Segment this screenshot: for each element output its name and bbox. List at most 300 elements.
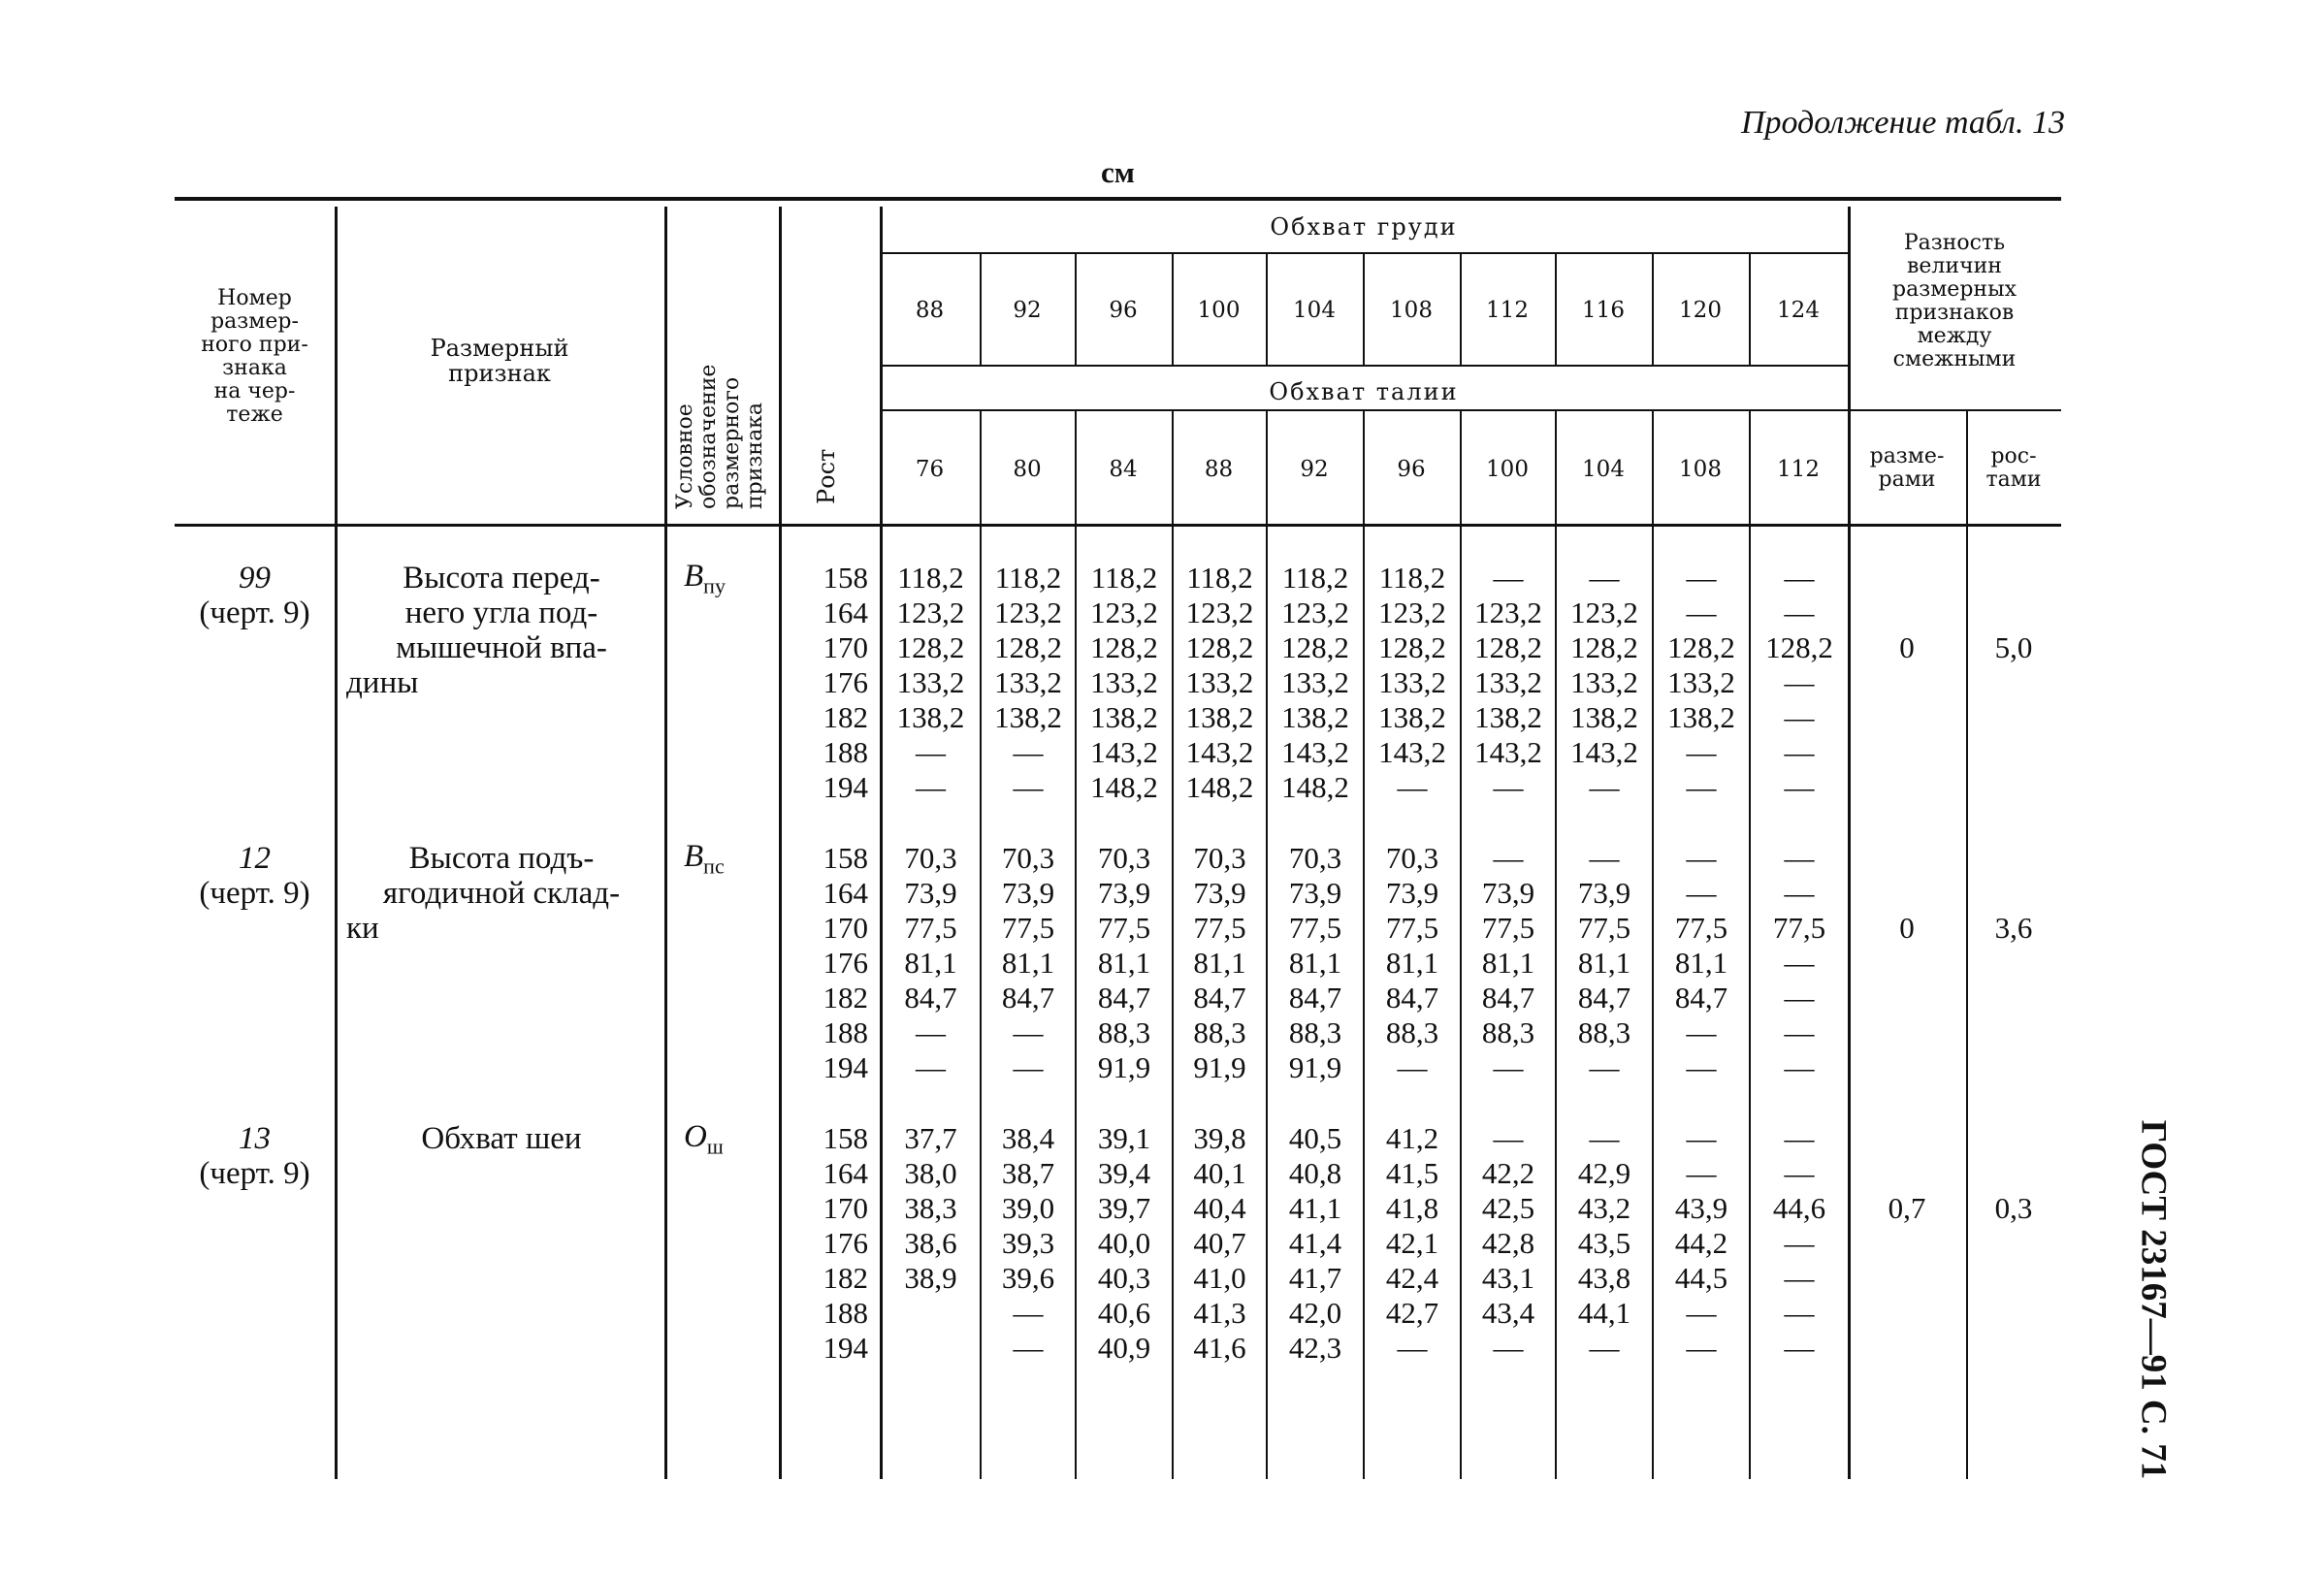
feature-symbol-subscript: пс [703, 853, 725, 879]
table-cell: 88,3 [1193, 1015, 1246, 1049]
header-waist-value: 76 [915, 457, 945, 482]
table-cell: 81,1 [1001, 946, 1055, 980]
table-cell: 77,5 [1001, 911, 1055, 945]
table-cell: 42,1 [1385, 1226, 1439, 1260]
table-cell: 138,2 [1474, 700, 1542, 734]
table-cell: — [1784, 770, 1815, 804]
header-number-line: ного при- [201, 333, 308, 357]
table-cell: 133,2 [1281, 665, 1349, 699]
table-cell: 73,9 [1193, 876, 1246, 910]
height-value: 188 [823, 735, 868, 769]
table-cell: 138,2 [896, 700, 965, 734]
table-cell: 38,0 [904, 1156, 957, 1190]
header-height: Рост [813, 448, 840, 504]
table-cell: — [916, 1050, 946, 1084]
feature-name-line: Высота перед- [403, 561, 600, 596]
table-cell: — [1493, 1121, 1524, 1155]
header-symbol-line: Условное [673, 403, 697, 509]
table-cell: 41,2 [1385, 1121, 1439, 1155]
table-cell: — [1013, 735, 1044, 769]
table-cell: 44,5 [1674, 1261, 1728, 1295]
feature-symbol [684, 839, 725, 880]
table-cell: 39,6 [1001, 1261, 1055, 1295]
table-cell: — [1686, 596, 1717, 629]
table-cell: 73,9 [1288, 876, 1342, 910]
table-cell: 81,1 [1577, 946, 1631, 980]
table-cell: — [1589, 1331, 1620, 1365]
table-cell: 40,4 [1193, 1191, 1246, 1225]
table-cell: — [1013, 1015, 1044, 1049]
table-cell: — [916, 770, 946, 804]
table-cell: — [1784, 665, 1815, 699]
table-cell: 42,7 [1385, 1296, 1439, 1330]
diff-heights-value: 0,3 [1994, 1191, 2033, 1225]
table-cell: — [916, 1015, 946, 1049]
table-cell: 73,9 [904, 876, 957, 910]
table-cell: — [1784, 981, 1815, 1014]
table-cell: 123,2 [1570, 596, 1638, 629]
chest-values-rule [880, 365, 1848, 367]
table-cell: 73,9 [1385, 876, 1439, 910]
table-cell: 143,2 [1185, 735, 1254, 769]
table-cell: 148,2 [1090, 770, 1158, 804]
table-cell: — [1013, 770, 1044, 804]
table-cell: — [1397, 1331, 1428, 1365]
table-cell: 42,4 [1385, 1261, 1439, 1295]
table-cell: 73,9 [1577, 876, 1631, 910]
table-cell: — [1013, 1050, 1044, 1084]
header-chest-value: 100 [1197, 298, 1241, 323]
feature-symbol-subscript: ш [706, 1134, 724, 1159]
table-cell: 41,3 [1193, 1296, 1246, 1330]
header-waist-value: 108 [1679, 457, 1722, 482]
feature-drawing-ref: (черт. 9) [199, 1156, 310, 1191]
table-cell: 41,5 [1385, 1156, 1439, 1190]
header-diff-line: признаков [1894, 301, 2015, 325]
column-divider [664, 207, 667, 1479]
table-cell: 81,1 [1097, 946, 1151, 980]
feature-number: 13 [239, 1121, 271, 1156]
table-cell: 41,7 [1288, 1261, 1342, 1295]
table-cell: 84,7 [1097, 981, 1151, 1014]
height-value: 176 [823, 946, 868, 980]
table-cell: 118,2 [1378, 561, 1446, 595]
table-cell: 143,2 [1570, 735, 1638, 769]
table-cell: 38,6 [904, 1226, 957, 1260]
table-cell: 123,2 [896, 596, 965, 629]
feature-symbol-letter: В [684, 839, 704, 874]
table-cell: — [1686, 1296, 1717, 1330]
table-cell: 128,2 [896, 630, 965, 664]
table-cell: — [1589, 841, 1620, 875]
table-cell: — [1013, 1296, 1044, 1330]
table-cell: 84,7 [904, 981, 957, 1014]
header-chest-value: 112 [1486, 298, 1529, 323]
table-cell: 70,3 [1097, 841, 1151, 875]
table-cell: 70,3 [1001, 841, 1055, 875]
table-cell: 41,0 [1193, 1261, 1246, 1295]
table-cell: 128,2 [1281, 630, 1349, 664]
table-cell: — [1784, 946, 1815, 980]
feature-symbol [684, 1119, 724, 1160]
feature-name-line: мышечной впа- [396, 630, 607, 665]
header-number-line: Номер [217, 286, 292, 310]
table-cell: 43,8 [1577, 1261, 1631, 1295]
header-feature-line: признак [448, 360, 551, 387]
table-cell: 39,8 [1193, 1121, 1246, 1155]
table-cell: 128,2 [1474, 630, 1542, 664]
table-cell: 88,3 [1577, 1015, 1631, 1049]
header-waist-value: 88 [1204, 457, 1234, 482]
table-cell: — [1784, 1015, 1815, 1049]
table-cell: 81,1 [1385, 946, 1439, 980]
feature-name-line: Обхват шеи [421, 1121, 582, 1156]
table-cell: 42,3 [1288, 1331, 1342, 1365]
table-cell: 91,9 [1097, 1050, 1151, 1084]
table-cell: — [1493, 1050, 1524, 1084]
height-value: 176 [823, 1226, 868, 1260]
table-cell: 73,9 [1097, 876, 1151, 910]
header-symbol-line: размерного [720, 376, 744, 509]
table-cell: — [1686, 770, 1717, 804]
side-standard-label [2114, 1096, 2192, 1503]
table-cell: 39,1 [1097, 1121, 1151, 1155]
feature-symbol [684, 559, 726, 599]
header-waist-value: 104 [1582, 457, 1625, 482]
table-cell: 148,2 [1185, 770, 1254, 804]
height-value: 158 [823, 1121, 868, 1155]
table-cell: 118,2 [994, 561, 1062, 595]
diff-heights-value: 3,6 [1994, 911, 2033, 945]
table-cell: — [1589, 1121, 1620, 1155]
table-cell: 42,9 [1577, 1156, 1631, 1190]
table-cell: — [1784, 876, 1815, 910]
feature-drawing-ref: (черт. 9) [199, 596, 310, 630]
table-cell: — [1589, 1050, 1620, 1084]
table-cell: 81,1 [1481, 946, 1535, 980]
table-cell: — [1589, 770, 1620, 804]
table-cell: 42,2 [1481, 1156, 1535, 1190]
table-cell: 84,7 [1001, 981, 1055, 1014]
height-value: 176 [823, 665, 868, 699]
diff-sizes-value: 0 [1899, 911, 1915, 945]
table-cell: 38,4 [1001, 1121, 1055, 1155]
header-diff-line: размерных [1892, 277, 2017, 302]
height-value: 158 [823, 561, 868, 595]
table-cell: 81,1 [1193, 946, 1246, 980]
height-value: 170 [823, 911, 868, 945]
column-divider [1848, 207, 1851, 1479]
table-cell: 70,3 [1288, 841, 1342, 875]
feature-number: 12 [239, 841, 271, 876]
table-cell: 41,4 [1288, 1226, 1342, 1260]
table-cell: 73,9 [1481, 876, 1535, 910]
table-cell: 118,2 [1186, 561, 1253, 595]
table-cell: 88,3 [1385, 1015, 1439, 1049]
height-value: 182 [823, 1261, 868, 1295]
header-chest-value: 116 [1582, 298, 1625, 323]
header-chest-value: 104 [1293, 298, 1336, 323]
table-cell: 88,3 [1481, 1015, 1535, 1049]
table-cell: 40,7 [1193, 1226, 1246, 1260]
table-cell: — [1784, 1226, 1815, 1260]
header-diff-line: величин [1907, 254, 2002, 278]
table-cell: — [1493, 1331, 1524, 1365]
table-cell: 123,2 [994, 596, 1062, 629]
table-cell: — [1686, 735, 1717, 769]
table-cell: 43,2 [1577, 1191, 1631, 1225]
height-value: 194 [823, 1331, 868, 1365]
table-cell: — [1686, 1121, 1717, 1155]
table-cell: 133,2 [994, 665, 1062, 699]
table-cell: 128,2 [1667, 630, 1735, 664]
table-cell: 133,2 [1378, 665, 1446, 699]
table-cell: 123,2 [1281, 596, 1349, 629]
table-cell: 143,2 [1378, 735, 1446, 769]
feature-name-line: Высота подъ- [408, 841, 595, 876]
table-cell: 41,1 [1288, 1191, 1342, 1225]
table-cell: 88,3 [1288, 1015, 1342, 1049]
table-cell: 43,1 [1481, 1261, 1535, 1295]
table-cell: 43,9 [1674, 1191, 1728, 1225]
table-cell: 81,1 [1288, 946, 1342, 980]
table-cell: 81,1 [904, 946, 957, 980]
table-cell: 84,7 [1577, 981, 1631, 1014]
height-value: 164 [823, 876, 868, 910]
table-cell: 123,2 [1185, 596, 1254, 629]
feature-name-line: ягодичной склад- [382, 876, 621, 911]
height-value: 164 [823, 596, 868, 629]
table-cell: 84,7 [1385, 981, 1439, 1014]
table-cell: — [1784, 1156, 1815, 1190]
table-header-bottom-rule [175, 524, 2061, 527]
header-waist-value: 80 [1013, 457, 1042, 482]
table-cell: 138,2 [1667, 700, 1735, 734]
header-waist-value: 112 [1777, 457, 1820, 482]
table-cell: 77,5 [1481, 911, 1535, 945]
table-cell: 133,2 [1474, 665, 1542, 699]
height-value: 182 [823, 981, 868, 1014]
table-cell: — [1784, 1296, 1815, 1330]
table-cell: 42,0 [1288, 1296, 1342, 1330]
table-cell: 40,3 [1097, 1261, 1151, 1295]
height-value: 170 [823, 630, 868, 664]
table-cell: 123,2 [1090, 596, 1158, 629]
table-cell: 77,5 [1577, 911, 1631, 945]
header-chest-value: 108 [1390, 298, 1433, 323]
table-cell: — [1397, 770, 1428, 804]
header-chest-label: Обхват груди [1270, 213, 1458, 241]
feature-drawing-ref: (черт. 9) [199, 876, 310, 911]
height-value: 194 [823, 1050, 868, 1084]
table-cell: 77,5 [1288, 911, 1342, 945]
table-cell: 81,1 [1674, 946, 1728, 980]
table-cell: 77,5 [1385, 911, 1439, 945]
table-cell: — [1686, 876, 1717, 910]
header-diff-line: Разность [1903, 231, 2006, 255]
table-cell: 128,2 [1570, 630, 1638, 664]
table-cell: — [1784, 735, 1815, 769]
height-value: 170 [823, 1191, 868, 1225]
table-cell: — [1784, 700, 1815, 734]
table-cell: 84,7 [1288, 981, 1342, 1014]
table-cell: 118,2 [897, 561, 964, 595]
header-diff-heights: тами [1985, 467, 2042, 492]
header-diff-line: смежными [1892, 347, 2017, 371]
height-value: 188 [823, 1015, 868, 1049]
table-cell: 118,2 [1090, 561, 1158, 595]
table-cell: 88,3 [1097, 1015, 1151, 1049]
table-cell: — [1493, 561, 1524, 595]
header-symbol-line: признака [743, 402, 767, 509]
table-cell: 123,2 [1378, 596, 1446, 629]
table-cell: — [916, 735, 946, 769]
table-cell: 42,5 [1481, 1191, 1535, 1225]
header-chest-value: 92 [1013, 298, 1042, 323]
table-cell: 84,7 [1481, 981, 1535, 1014]
table-top-rule [175, 197, 2061, 201]
diff-sizes-value: 0 [1899, 630, 1915, 664]
header-number-line: знака [222, 356, 287, 380]
diff-sizes-value: 0,7 [1888, 1191, 1926, 1225]
feature-name-line: дины [346, 665, 419, 700]
table-cell: 39,7 [1097, 1191, 1151, 1225]
table-cell: 138,2 [1281, 700, 1349, 734]
height-value: 158 [823, 841, 868, 875]
table-cell: 91,9 [1193, 1050, 1246, 1084]
table-cell: 41,6 [1193, 1331, 1246, 1365]
table-cell: 143,2 [1281, 735, 1349, 769]
table-cell: 39,3 [1001, 1226, 1055, 1260]
table-cell: 40,1 [1193, 1156, 1246, 1190]
header-chest-value: 124 [1777, 298, 1820, 323]
table-cell: 91,9 [1288, 1050, 1342, 1084]
feature-symbol-letter: О [684, 1119, 707, 1154]
table-cell: — [1686, 561, 1717, 595]
header-number-line: на чер- [213, 379, 296, 403]
table-cell: 70,3 [1385, 841, 1439, 875]
header-diff-line: между [1917, 324, 1992, 348]
table-cell: 70,3 [904, 841, 957, 875]
table-cell: — [1493, 841, 1524, 875]
height-value: 164 [823, 1156, 868, 1190]
unit-label: см [1101, 155, 1135, 189]
feature-name-line: него угла под- [404, 596, 598, 630]
table-cell: — [1784, 1331, 1815, 1365]
header-waist-value: 92 [1300, 457, 1329, 482]
table-cell: 38,9 [904, 1261, 957, 1295]
table-cell: 40,6 [1097, 1296, 1151, 1330]
feature-name-line: ки [346, 911, 379, 946]
table-cell: 44,6 [1772, 1191, 1826, 1225]
feature-number: 99 [239, 561, 271, 596]
table-cell: 138,2 [1570, 700, 1638, 734]
table-cell: 44,1 [1577, 1296, 1631, 1330]
diff-split-rule [1848, 409, 2061, 411]
table-cell: 40,9 [1097, 1331, 1151, 1365]
table-cell: 70,3 [1193, 841, 1246, 875]
table-cell: — [1686, 1156, 1717, 1190]
table-cell: 133,2 [1667, 665, 1735, 699]
table-cell: 77,5 [1772, 911, 1826, 945]
table-cell: — [1784, 841, 1815, 875]
table-cell: 133,2 [1090, 665, 1158, 699]
table-cell: 73,9 [1001, 876, 1055, 910]
table-cell: 128,2 [1378, 630, 1446, 664]
table-cell: — [1686, 1050, 1717, 1084]
table-cell: — [1784, 596, 1815, 629]
table-cell: 128,2 [1765, 630, 1833, 664]
header-number-line: теже [226, 403, 283, 427]
header-chest-value: 120 [1679, 298, 1722, 323]
table-cell: — [1013, 1331, 1044, 1365]
header-chest-value: 96 [1109, 298, 1138, 323]
header-chest-value: 88 [915, 298, 945, 323]
table-cell: 133,2 [1570, 665, 1638, 699]
table-cell: 77,5 [904, 911, 957, 945]
table-cell: 42,8 [1481, 1226, 1535, 1260]
table-cell: 40,5 [1288, 1121, 1342, 1155]
table-cell: 148,2 [1281, 770, 1349, 804]
header-waist-label: Обхват талии [1269, 378, 1459, 405]
table-cell: 43,5 [1577, 1226, 1631, 1260]
header-diff-sizes: рами [1878, 467, 1936, 492]
table-cell: — [1686, 841, 1717, 875]
table-cell: 38,3 [904, 1191, 957, 1225]
height-value: 188 [823, 1296, 868, 1330]
header-diff-heights: рос- [1990, 444, 2037, 468]
table-cell: 133,2 [1185, 665, 1254, 699]
table-cell: 128,2 [994, 630, 1062, 664]
feature-symbol-subscript: пу [703, 573, 726, 598]
header-number-line: размер- [210, 309, 299, 334]
table-cell: — [1784, 1121, 1815, 1155]
header-diff-sizes: разме- [1869, 444, 1945, 468]
column-divider [335, 207, 338, 1479]
table-cell: — [1493, 770, 1524, 804]
table-cell: 77,5 [1097, 911, 1151, 945]
diff-heights-value: 5,0 [1994, 630, 2033, 664]
table-cell: 39,4 [1097, 1156, 1151, 1190]
table-cell: 143,2 [1474, 735, 1542, 769]
table-cell: 133,2 [896, 665, 965, 699]
feature-symbol-letter: В [684, 559, 704, 594]
header-symbol-line: обозначение [696, 364, 721, 509]
height-value: 194 [823, 770, 868, 804]
table-cell: — [1686, 1015, 1717, 1049]
table-cell: — [1784, 1261, 1815, 1295]
table-cell: 41,8 [1385, 1191, 1439, 1225]
header-feature-line: Размерный [430, 335, 569, 362]
header-waist-value: 100 [1486, 457, 1529, 482]
table-cell: 128,2 [1185, 630, 1254, 664]
table-cell: 77,5 [1674, 911, 1728, 945]
side-standard-text: ГОСТ 23167—91 С. 71 [2133, 1119, 2174, 1480]
table-cell: — [1397, 1050, 1428, 1084]
table-cell: 44,2 [1674, 1226, 1728, 1260]
table-cell: — [1686, 1331, 1717, 1365]
height-value: 182 [823, 700, 868, 734]
table-cell: — [1589, 561, 1620, 595]
table-cell: 84,7 [1193, 981, 1246, 1014]
table-cell: 38,7 [1001, 1156, 1055, 1190]
table-cell: — [1784, 561, 1815, 595]
table-cell: 138,2 [994, 700, 1062, 734]
table-cell: 40,0 [1097, 1226, 1151, 1260]
table-cell: 37,7 [904, 1121, 957, 1155]
table-cell: 118,2 [1281, 561, 1349, 595]
table-cell: 143,2 [1090, 735, 1158, 769]
